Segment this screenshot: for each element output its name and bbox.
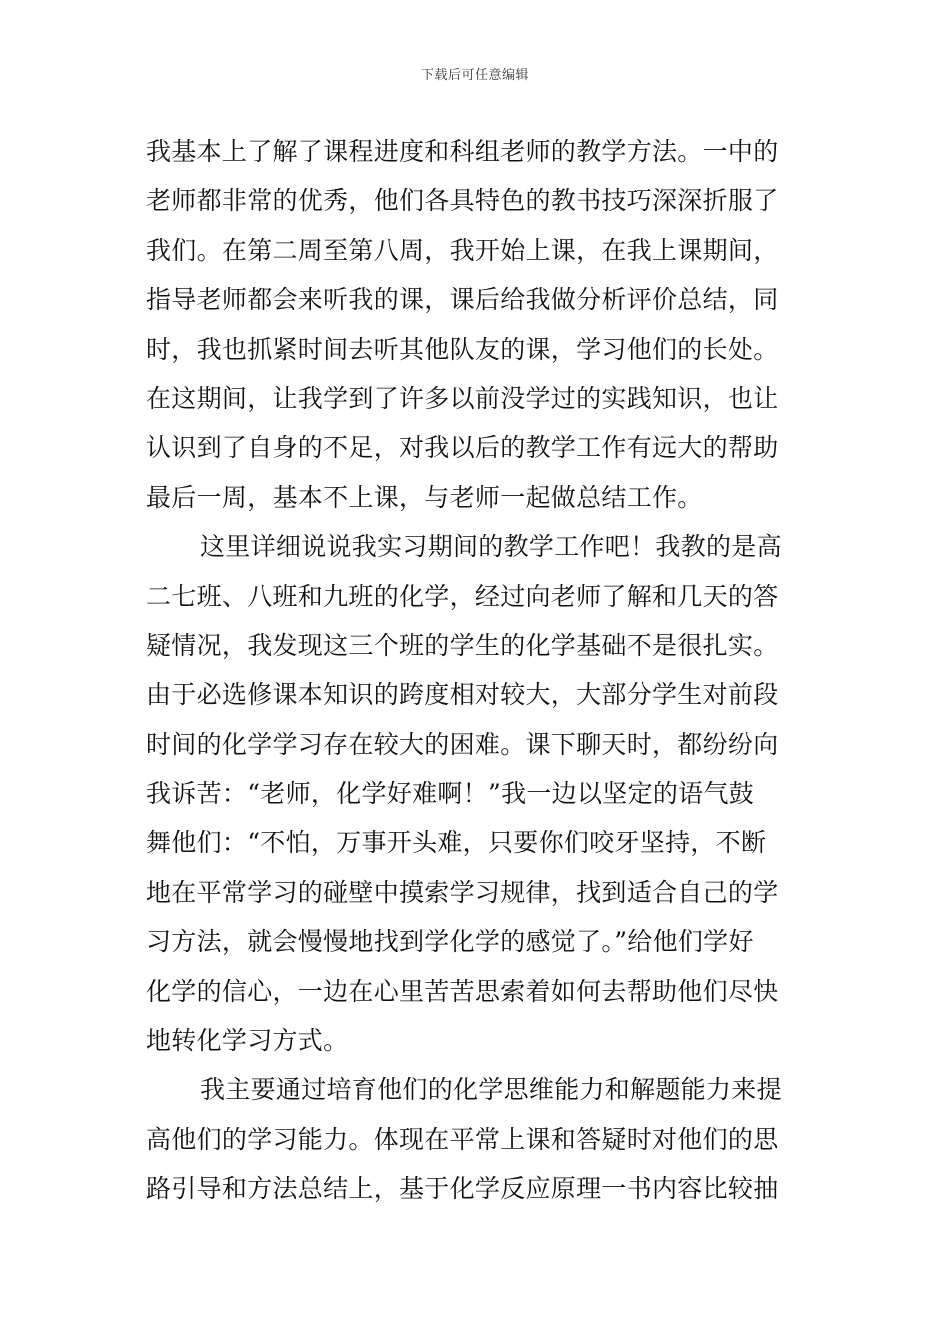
- text-line: 时，我也抓紧时间去听其他队友的课，学习他们的长处。: [146, 334, 779, 364]
- text-line: 最后一周，基本不上课，与老师一起做总结工作。: [146, 482, 703, 512]
- text-line: 指导老师都会来听我的课，课后给我做分析评价总结，同: [146, 285, 779, 315]
- text-line: 地转化学习方式。: [146, 1026, 349, 1056]
- text-line: 我诉苦：“老师，化学好难啊！”我一边以坚定的语气鼓: [146, 779, 755, 809]
- text-line: 由于必选修课本知识的跨度相对较大，大部分学生对前段: [146, 680, 779, 710]
- text-line: 习方法，就会慢慢地找到学化学的感觉了。”给他们学好: [146, 927, 754, 957]
- paragraph-1: [146, 127, 808, 522]
- text-line: 在这期间，让我学到了许多以前没学过的实践知识，也让: [146, 383, 779, 413]
- text-line: 疑情况，我发现这三个班的学生的化学基础不是很扎实。: [146, 630, 779, 660]
- text-line: 我基本上了解了课程进度和科组老师的教学方法。一中的: [146, 137, 779, 166]
- text-line-indented: 我主要通过培育他们的化学思维能力和解题能力来提: [200, 1075, 782, 1105]
- text-line: 舞他们：“不怕，万事开头难，只要你们咬牙坚持，不断: [146, 828, 767, 858]
- text-line: 地在平常学习的碰壁中摸索学习规律，找到适合自己的学: [146, 877, 779, 907]
- text-line: 高他们的学习能力。体现在平常上课和答疑时对他们的思: [146, 1124, 779, 1154]
- text-line: 路引导和方法总结上，基于化学反应原理一书内容比较抽: [146, 1174, 779, 1204]
- document-body: [146, 127, 808, 1214]
- text-line: 我们。在第二周至第八周，我开始上课，在我上课期间，: [146, 235, 779, 265]
- paragraph-3: [146, 1065, 808, 1213]
- page-header-note: 下载后可任意编辑: [420, 68, 529, 83]
- text-line: 认识到了自身的不足，对我以后的教学工作有远大的帮助: [146, 433, 779, 463]
- paragraph-2: [146, 522, 808, 1065]
- text-line-indented: 这里详细说说我实习期间的教学工作吧！我教的是高: [200, 532, 782, 562]
- text-line: 老师都非常的优秀，他们各具特色的教书技巧深深折服了: [146, 186, 779, 216]
- text-line: 时间的化学学习存在较大的困难。课下聊天时，都纷纷向: [146, 729, 779, 759]
- text-line: 二七班、八班和九班的化学，经过向老师了解和几天的答: [146, 581, 779, 611]
- text-line: 化学的信心，一边在心里苦苦思索着如何去帮助他们尽快: [146, 976, 779, 1006]
